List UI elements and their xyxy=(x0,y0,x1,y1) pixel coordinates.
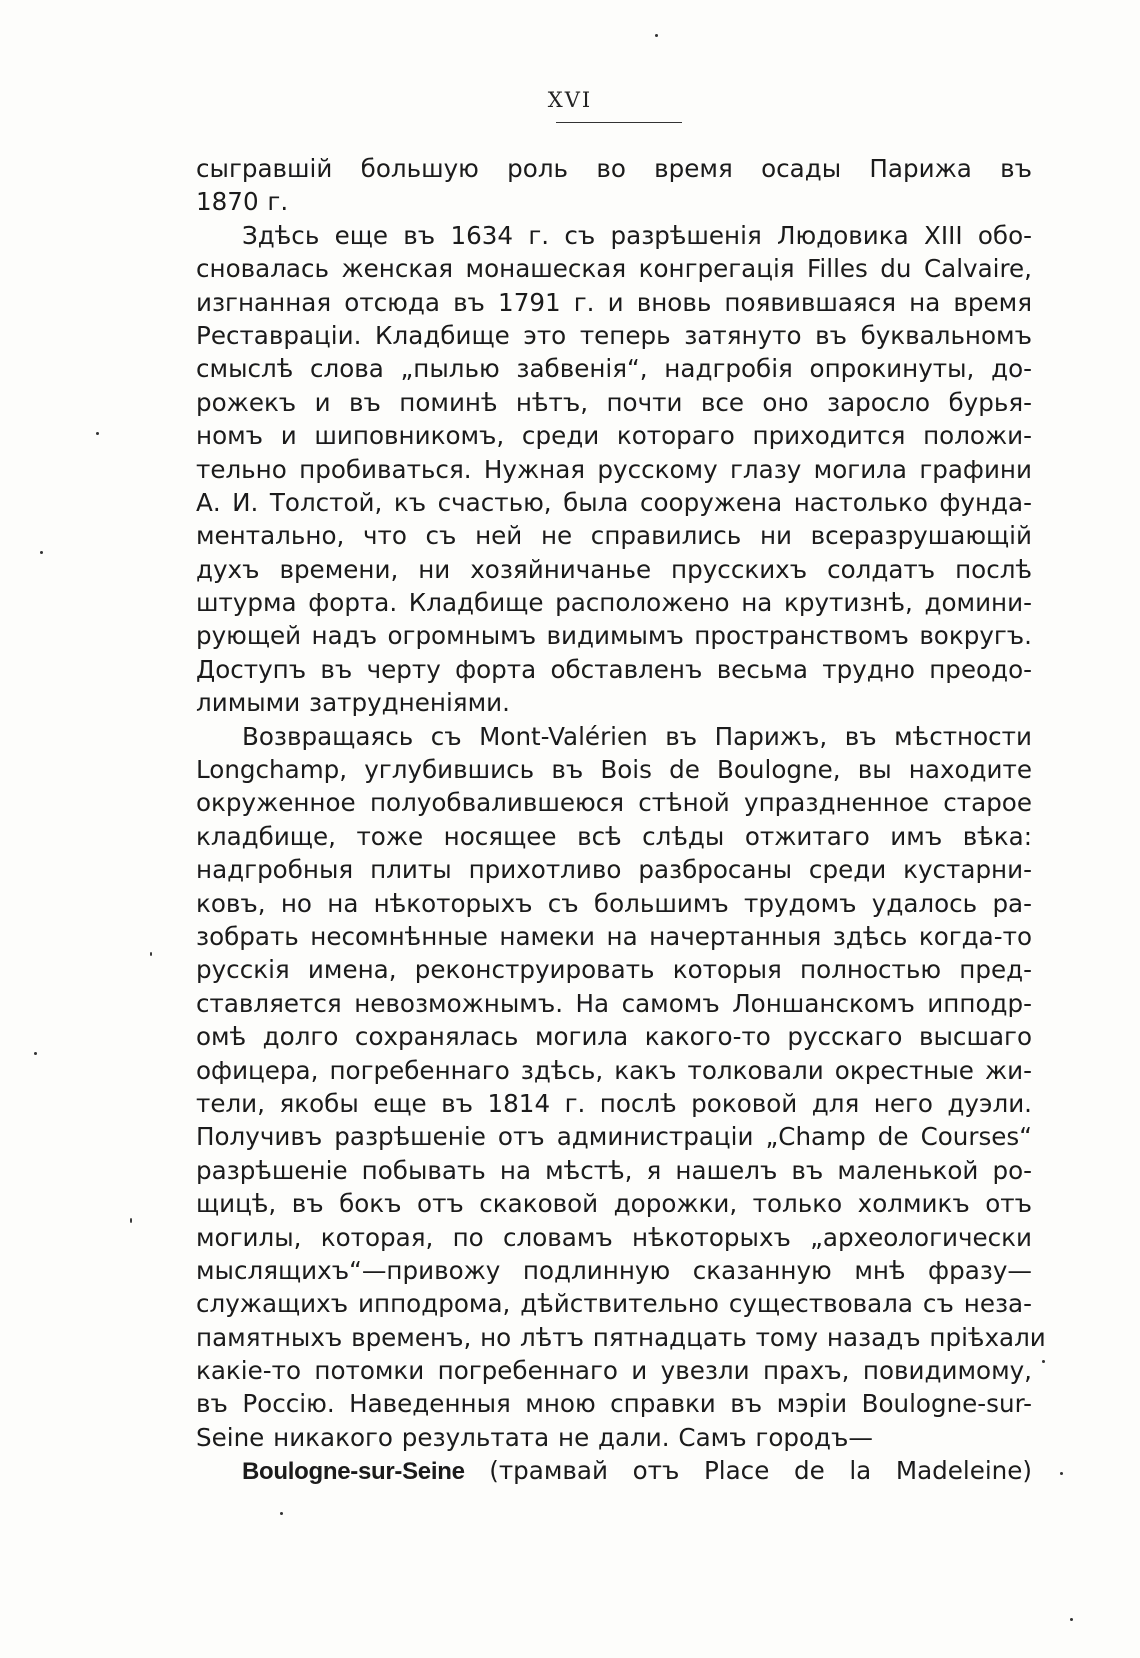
text-line: рующей надъ огромнымъ видимымъ пространствомъ вокругъ. xyxy=(196,621,1032,651)
text-line: духъ времени, ни хозяйничанье прусскихъ солдатъ послѣ xyxy=(196,554,1032,584)
text-line: омѣ долго сохранялась могила какого-то русскаго высшаго xyxy=(196,1022,1032,1052)
text-line: кладбище, тоже носящее всѣ слѣды отжитаго имъ вѣка: xyxy=(196,821,1032,851)
section-heading-line xyxy=(196,1454,1032,1487)
scan-speck xyxy=(34,1052,37,1055)
text-line: сыгравшій большую роль во время осады Парижа въ xyxy=(196,154,1032,183)
text-line: памятныхъ временъ, но лѣтъ пятнадцать тому назадъ пріѣхали xyxy=(196,1322,1046,1352)
body-text xyxy=(196,152,1046,1488)
text-line: окруженное полуобвалившеюся стѣной упраздненное старое xyxy=(196,788,1032,818)
scan-speck xyxy=(1060,1472,1063,1475)
text-line: штурма форта. Кладбище расположено на крутизнѣ, домини- xyxy=(196,588,1032,618)
text-line: служащихъ ипподрома, дѣйствительно существовала съ неза- xyxy=(196,1289,1032,1319)
paragraph-start-line: Здѣсь еще въ 1634 г. съ разрѣшенія Людовика XIII обо- xyxy=(242,220,1032,250)
text-line: русскія имена, реконструировать которыя полностью пред- xyxy=(196,955,1032,985)
place-description: (трамвай отъ Place de la Madeleine) xyxy=(464,1456,1032,1486)
text-line: ковъ, но на нѣкоторыхъ съ большимъ трудомъ удалось ра- xyxy=(196,888,1032,918)
scan-speck xyxy=(40,551,43,554)
text-line: тели, якобы еще въ 1814 г. послѣ роковой для него дуэли. xyxy=(196,1088,1032,1118)
scan-speck xyxy=(1070,1618,1073,1621)
text-line: мыслящихъ“—привожу подлинную сказанную мнѣ фразу— xyxy=(196,1255,1032,1285)
place-name-bold: Boulogne-sur-Seine xyxy=(242,1458,465,1486)
text-line: ставляется невозможнымъ. На самомъ Лоншанскомъ ипподр- xyxy=(196,988,1032,1018)
text-line: разрѣшеніе побывать на мѣстѣ, я нашелъ въ маленькой ро- xyxy=(196,1155,1032,1185)
text-line: Получивъ разрѣшеніе отъ администраціи „Champ de Courses“ xyxy=(196,1122,1032,1152)
text-line: тельно пробиваться. Нужная русскому глазу могила графини xyxy=(196,454,1032,484)
text-line: лимыми затрудненіями. xyxy=(196,688,510,718)
text-line: А. И. Толстой, къ счастью, была сооружена настолько фунда- xyxy=(196,487,1032,517)
text-line: Реставраціи. Кладбище это теперь затянуто въ буквальномъ xyxy=(196,320,1032,350)
scan-speck xyxy=(280,1512,283,1515)
scan-speck xyxy=(1042,1360,1045,1363)
scan-speck xyxy=(150,952,152,956)
text-line: Доступъ въ черту форта обставленъ весьма трудно преодо- xyxy=(196,654,1032,684)
text-line: ментально, что съ ней не справились ни всеразрушающій xyxy=(196,521,1032,551)
text-line: офицера, погребеннаго здѣсь, какъ толковали окрестные жи- xyxy=(196,1055,1032,1085)
text-line: могилы, которая, по словамъ нѣкоторыхъ „археологически xyxy=(196,1222,1032,1252)
text-line: смыслѣ слова „пылью забвенія“, надгробія опрокинуты, до- xyxy=(196,354,1032,384)
scan-speck xyxy=(655,34,658,37)
text-line: номъ и шиповникомъ, среди котораго приходится положи- xyxy=(196,421,1032,451)
paragraph-start-line: Возвращаясь съ Mont-Valérien въ Парижъ, въ мѣстности xyxy=(242,721,1032,751)
text-line: въ Россію. Наведенныя мною справки въ мэріи Boulogne-sur- xyxy=(196,1389,1032,1419)
page-number: XVI xyxy=(547,88,593,112)
text-line: Seine никакого результата не дали. Самъ городъ— xyxy=(196,1422,874,1452)
text-line: щицѣ, въ бокъ отъ скаковой дорожки, только холмикъ отъ xyxy=(196,1189,1032,1219)
scan-speck xyxy=(130,1218,132,1223)
text-line: изгнанная отсюда въ 1791 г. и вновь появившаяся на время xyxy=(196,287,1032,317)
text-line: зобрать несомнѣнные намеки на начертанныя здѣсь когда-то xyxy=(196,921,1032,951)
text-line: рожекъ и въ поминѣ нѣтъ, почти все оно заросло бурья- xyxy=(196,387,1032,417)
text-line: 1870 г. xyxy=(196,187,289,217)
text-line: Longchamp, углубившись въ Bois de Boulogne, вы находите xyxy=(196,755,1032,785)
text-line: сновалась женская монашеская конгрегація Filles du Calvaire, xyxy=(196,254,1032,284)
text-line: какіе-то потомки погребеннаго и увезли прахъ, повидимому, xyxy=(196,1356,1032,1386)
header-rule xyxy=(556,122,682,123)
scan-speck xyxy=(96,432,99,435)
text-line: надгробныя плиты прихотливо разбросаны среди кустарни- xyxy=(196,855,1032,885)
